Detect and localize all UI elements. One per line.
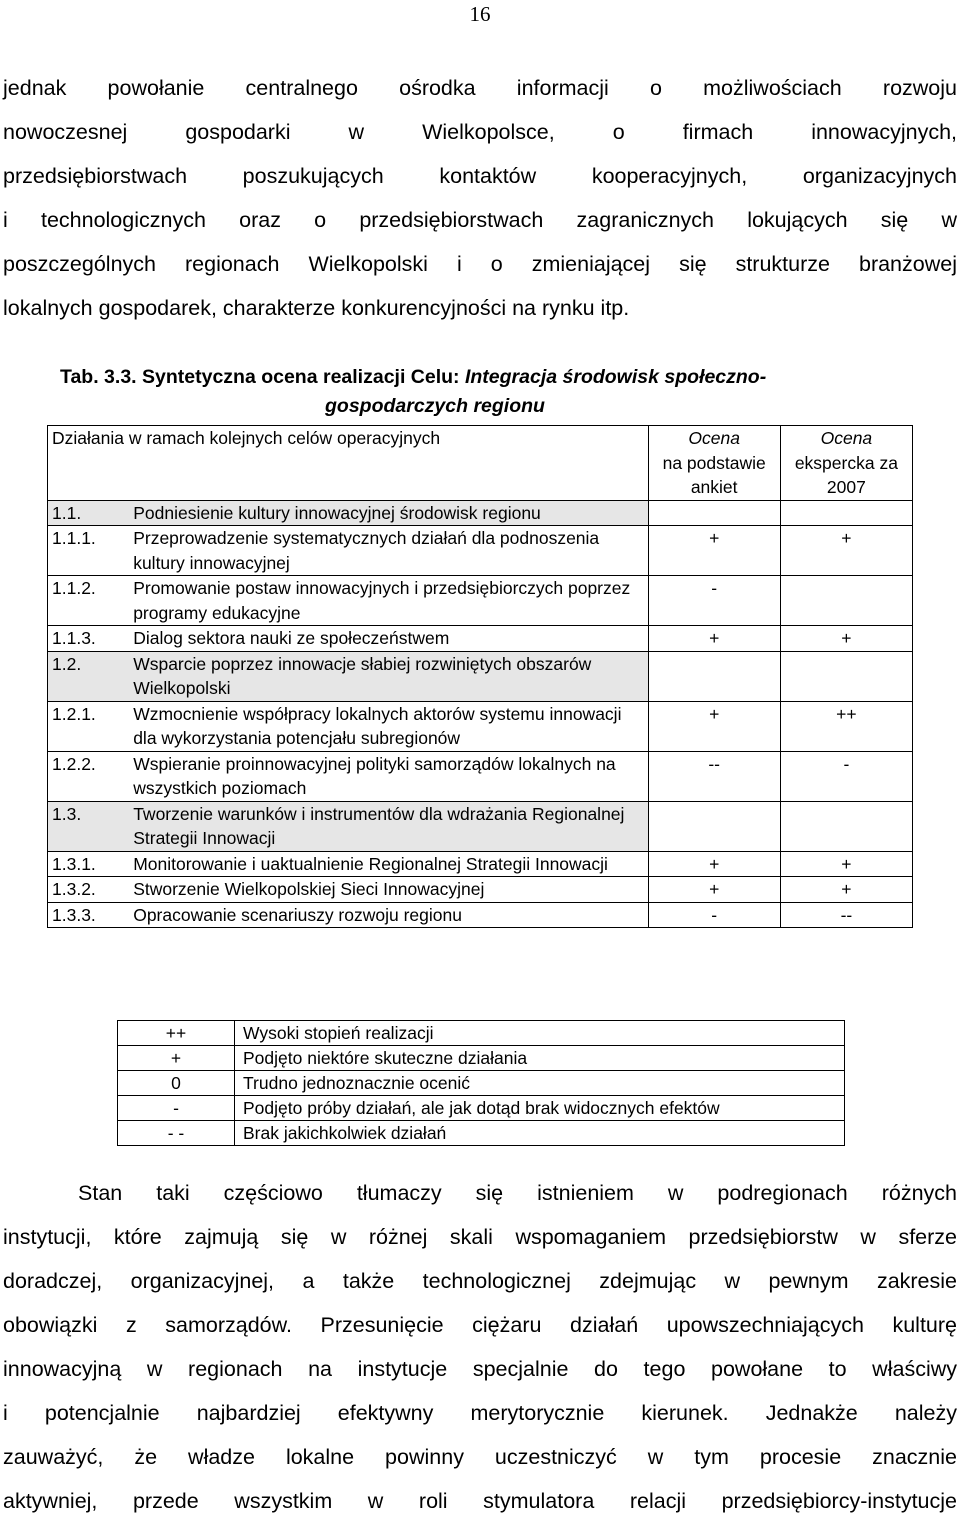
legend-text: Brak jakichkolwiek działań (235, 1121, 845, 1146)
row-code: 1.3.2. (48, 877, 130, 903)
row-expert-rating: + (780, 851, 912, 877)
text-line: nowoczesnej gospodarki w Wielkopolsce, o firmach innowacyjnych, (3, 120, 957, 144)
header-survey-title: Ocena (688, 428, 740, 448)
row-expert-rating: -- (780, 902, 912, 928)
row-code: 1.3.1. (48, 851, 130, 877)
table-row (48, 626, 913, 652)
header-survey (648, 426, 780, 501)
row-name: Wzmocnienie współpracy lokalnych aktorów systemu innowacji dla wykorzystania potencjału subregionów (129, 701, 648, 751)
row-survey-rating: + (648, 701, 780, 751)
header-actions: Działania w ramach kolejnych celów operacyjnych (48, 426, 649, 501)
row-name: Wspieranie proinnowacyjnej polityki samorządów lokalnych na wszystkich poziomach (129, 751, 648, 801)
row-expert-rating: + (780, 526, 912, 576)
row-code: 1.1.2. (48, 576, 130, 626)
legend-symbol: 0 (118, 1071, 235, 1096)
text-line: przedsiębiorstwach poszukujących kontaktów kooperacyjnych, organizacyjnych (3, 164, 957, 188)
table-header-row (48, 426, 913, 501)
header-expert-sub: ekspercka za 2007 (794, 452, 898, 497)
row-survey-rating: - (648, 576, 780, 626)
legend-symbol: ++ (118, 1021, 235, 1046)
text-line: instytucji, które zajmują się w różnej skali wspomaganiem przedsiębiorstw w sferze (3, 1225, 957, 1249)
row-expert-rating: + (780, 877, 912, 903)
row-name: Podniesienie kultury innowacyjnej środowisk regionu (129, 500, 648, 526)
row-name: Opracowanie scenariuszy rozwoju regionu (129, 902, 648, 928)
table-row (48, 851, 913, 877)
table-row (48, 576, 913, 626)
text-line: innowacyjną w regionach na instytucje specjalnie do tego powołane to właściwy (3, 1357, 957, 1381)
table-row (48, 701, 913, 751)
row-survey-rating: + (648, 851, 780, 877)
table-row (48, 526, 913, 576)
row-survey-rating (648, 801, 780, 851)
text-line: Stan taki częściowo tłumaczy się istnieniem w podregionach różnych (78, 1181, 957, 1205)
legend-text: Trudno jednoznacznie ocenić (235, 1071, 845, 1096)
paragraph-intro (3, 66, 957, 330)
text-line: obowiązki z samorządów. Przesunięcie ciężaru działań upowszechniających kulturę (3, 1313, 957, 1337)
table-group-row (48, 801, 913, 851)
row-code: 1.2.2. (48, 751, 130, 801)
row-expert-rating (780, 801, 912, 851)
text-line: i potencjalnie najbardziej efektywny merytorycznie kierunek. Jednakże należy (3, 1401, 957, 1425)
row-expert-rating: + (780, 626, 912, 652)
row-name: Dialog sektora nauki ze społeczeństwem (129, 626, 648, 652)
row-code: 1.1.1. (48, 526, 130, 576)
row-expert-rating (780, 500, 912, 526)
legend-table (117, 1020, 845, 1146)
row-survey-rating: + (648, 626, 780, 652)
text-line: doradczej, organizacyjnej, a także technologicznej zdejmując w pewnym zakresie (3, 1269, 957, 1293)
legend-row (118, 1071, 845, 1096)
legend-symbol: + (118, 1046, 235, 1071)
text-line: lokalnych gospodarek, charakterze konkurencyjności na rynku itp. (3, 296, 630, 320)
legend-symbol: - (118, 1096, 235, 1121)
row-expert-rating: - (780, 751, 912, 801)
row-expert-rating (780, 651, 912, 701)
legend-row (118, 1046, 845, 1071)
row-survey-rating: + (648, 877, 780, 903)
row-name: Monitorowanie i uaktualnienie Regionalnej Strategii Innowacji (129, 851, 648, 877)
row-name: Promowanie postaw innowacyjnych i przedsiębiorczych poprzez programy edukacyjne (129, 576, 648, 626)
caption-title-2: gospodarczych regionu (325, 395, 545, 417)
table-row (48, 877, 913, 903)
text-line: i technologicznych oraz o przedsiębiorstwach zagranicznych lokujących się w (3, 208, 957, 232)
row-survey-rating (648, 651, 780, 701)
header-expert-title: Ocena (820, 428, 873, 448)
paragraph-conclusion (3, 1171, 957, 1523)
row-code: 1.3.3. (48, 902, 130, 928)
row-code: 1.2.1. (48, 701, 130, 751)
text-line: jednak powołanie centralnego ośrodka informacji o możliwościach rozwoju (3, 76, 957, 100)
legend-text: Podjęto próby działań, ale jak dotąd brak widocznych efektów (235, 1096, 845, 1121)
caption-prefix: Tab. 3.3. Syntetyczna ocena realizacji Celu: (60, 366, 465, 388)
row-code: 1.1. (48, 500, 130, 526)
row-code: 1.3. (48, 801, 130, 851)
row-name: Stworzenie Wielkopolskiej Sieci Innowacyjnej (129, 877, 648, 903)
table-group-row (48, 651, 913, 701)
legend-row (118, 1021, 845, 1046)
legend-text: Wysoki stopień realizacji (235, 1021, 845, 1046)
legend-symbol: - - (118, 1121, 235, 1146)
page-number: 16 (469, 2, 491, 26)
table-row (48, 751, 913, 801)
legend-row (118, 1121, 845, 1146)
row-name: Przeprowadzenie systematycznych działań dla podnoszenia kultury innowacyjnej (129, 526, 648, 576)
evaluation-table (47, 425, 913, 928)
row-survey-rating: - (648, 902, 780, 928)
table-group-row (48, 500, 913, 526)
table-row (48, 902, 913, 928)
legend-row (118, 1096, 845, 1121)
table-caption (60, 363, 950, 421)
legend-text: Podjęto niektóre skuteczne działania (235, 1046, 845, 1071)
text-line: poszczególnych regionach Wielkopolski i o zmieniającej się strukturze branżowej (3, 252, 957, 276)
row-expert-rating (780, 576, 912, 626)
row-expert-rating: ++ (780, 701, 912, 751)
text-line: zauważyć, że władze lokalne powinny uczestniczyć w tym procesie znacznie (3, 1445, 957, 1469)
row-name: Wsparcie poprzez innowacje słabiej rozwiniętych obszarów Wielkopolski (129, 651, 648, 701)
row-code: 1.1.3. (48, 626, 130, 652)
header-survey-sub: na podstawie ankiet (662, 452, 766, 497)
row-survey-rating: -- (648, 751, 780, 801)
row-name: Tworzenie warunków i instrumentów dla wdrażania Regionalnej Strategii Innowacji (129, 801, 648, 851)
text-line: aktywniej, przede wszystkim w roli stymulatora relacji przedsiębiorcy-instytucje (3, 1489, 957, 1513)
row-code: 1.2. (48, 651, 130, 701)
header-expert (780, 426, 912, 501)
row-survey-rating: + (648, 526, 780, 576)
row-survey-rating (648, 500, 780, 526)
caption-title-1: Integracja środowisk społeczno- (464, 366, 767, 388)
